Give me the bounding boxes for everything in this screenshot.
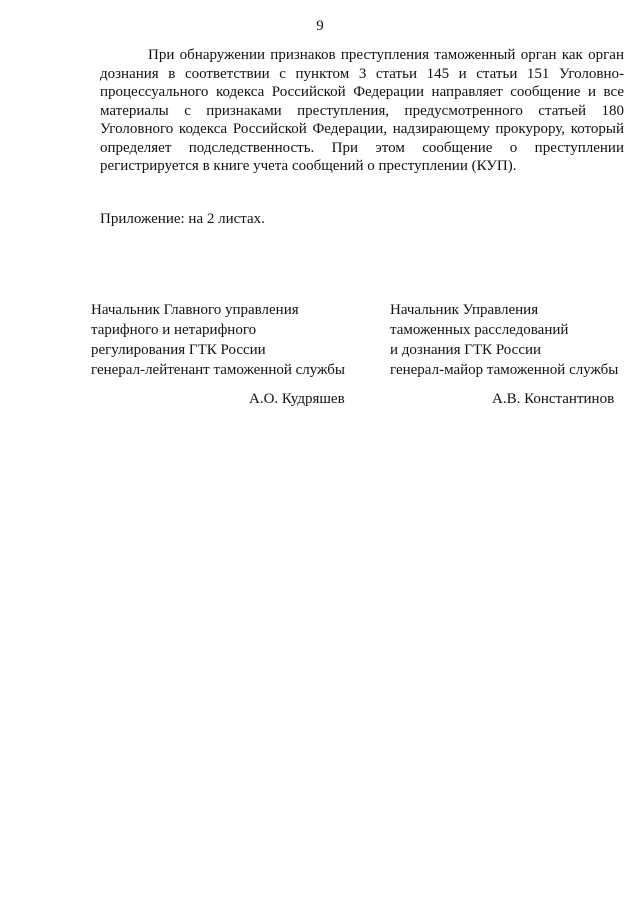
right-signatory-title (390, 300, 635, 380)
right-title-line-2: таможенных расследований (390, 322, 569, 338)
right-signatory-name: А.В. Константинов (492, 391, 615, 407)
right-title-line-3: и дознания ГТК России (390, 342, 542, 358)
left-title-line-4: генерал-лейтенант таможенной службы (91, 362, 345, 378)
left-signatory-name: А.О. Кудряшев (249, 391, 345, 407)
right-title-line-4: генерал-майор таможенной службы (390, 362, 619, 378)
left-signatory-title (91, 300, 371, 380)
body-paragraph: При обнаружении признаков преступления таможенный орган как орган дознания в соответствии с пунктом 3 статьи 145 и статьи 151 Уголовно-процессуального кодекса Российской Федерации направляет сообщение и все материалы с признаками преступления, предусмотренного статьей 180 Уголовного кодекса Российской Федерации, надзирающему прокурору, который определяет подследственность. При этом сообщение о преступлении регистрируется в книге учета сообщений о преступлении (КУП). (100, 47, 624, 174)
attachment-note: Приложение: на 2 листах. (100, 211, 265, 227)
left-title-line-1: Начальник Главного управления (91, 302, 299, 318)
left-title-line-3: регулирования ГТК России (91, 342, 266, 358)
page-number: 9 (316, 18, 324, 34)
left-title-line-2: тарифного и нетарифного (91, 322, 257, 338)
right-title-line-1: Начальник Управления (390, 302, 539, 318)
